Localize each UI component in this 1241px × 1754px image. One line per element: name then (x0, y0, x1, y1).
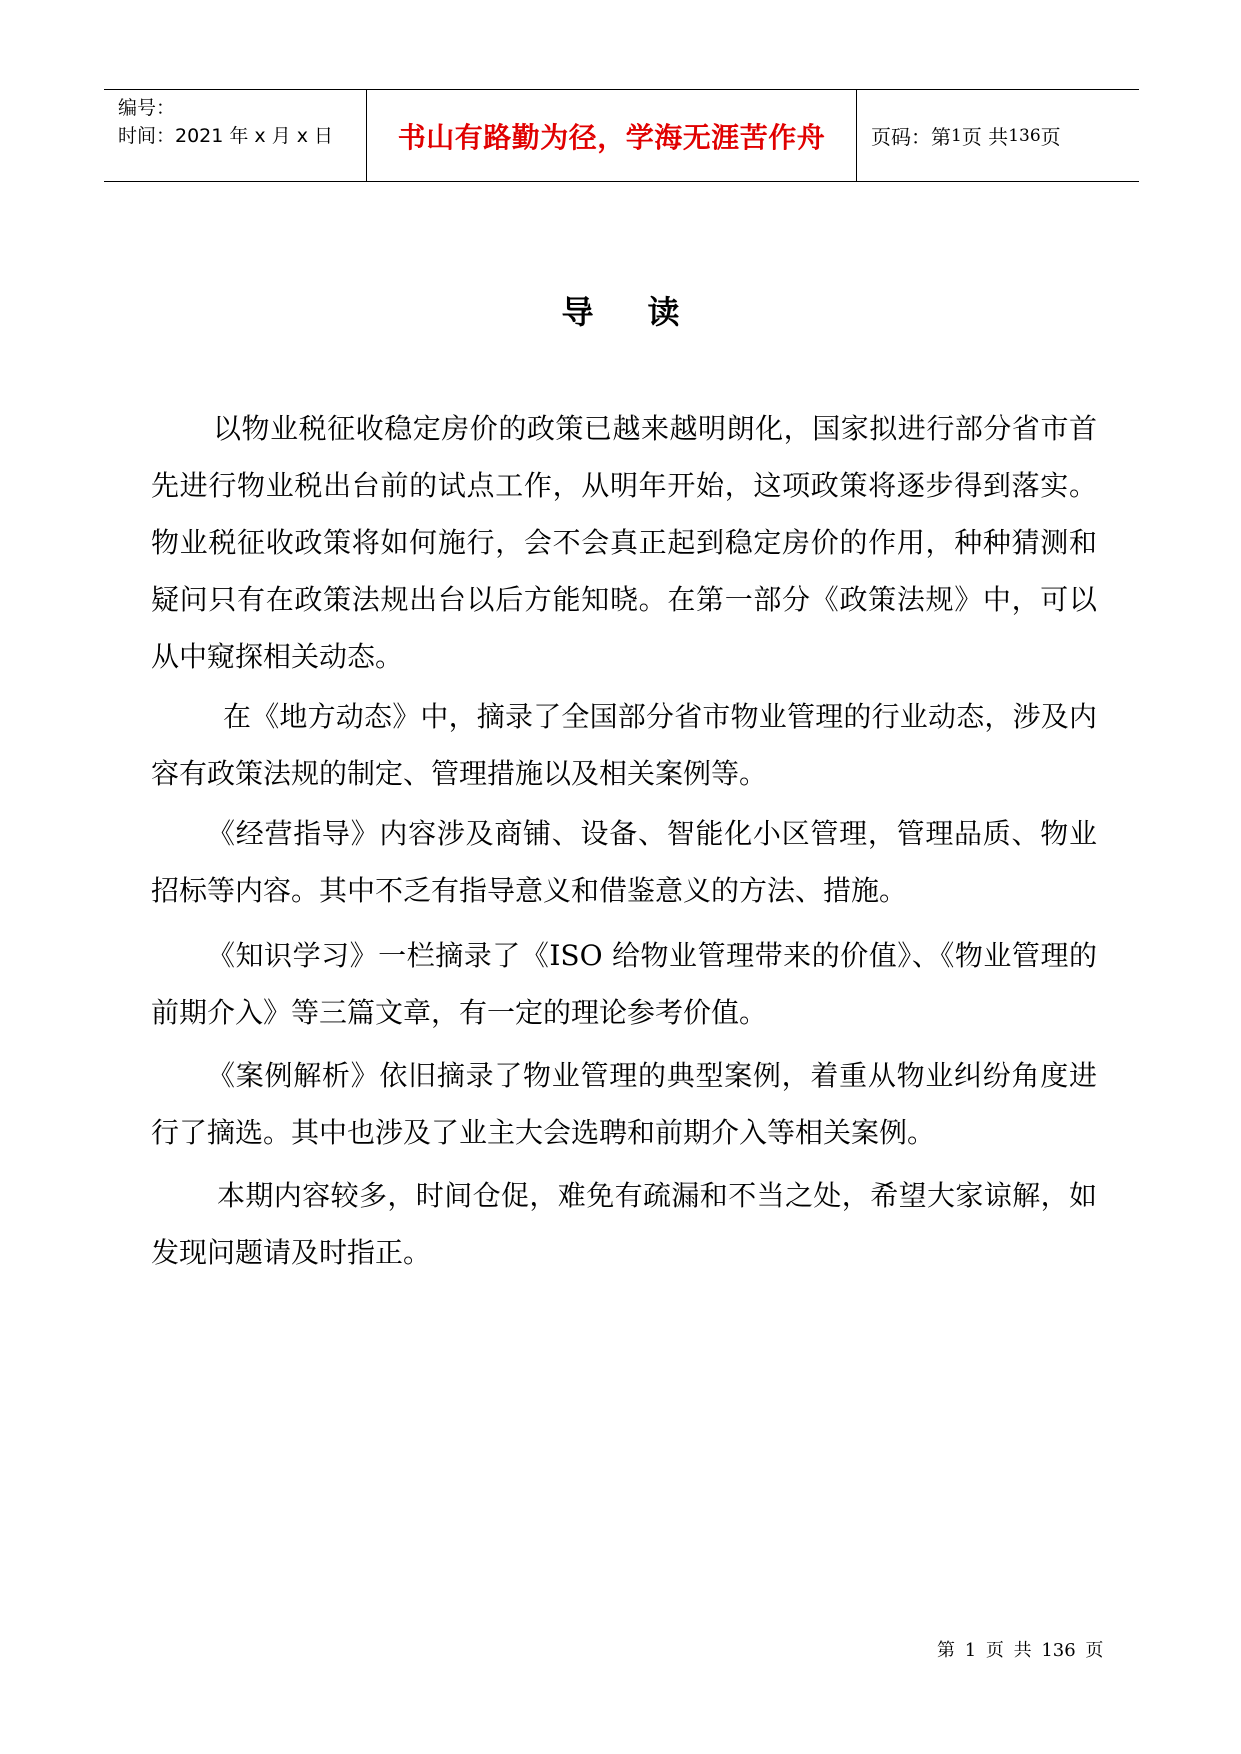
page-title: 导读 (561, 293, 734, 331)
paragraph-case-study: 《案例解析》依旧摘录了物业管理的典型案例，着重从物业纠纷角度进行了摘选。其中也涉及了业主大会选聘和前期介入等相关案例。 (151, 1059, 1097, 1149)
page-mid: 页 共 (961, 125, 1009, 149)
document-number-label: 编号： (118, 97, 176, 119)
page-suffix: 页 (1040, 125, 1061, 149)
page-header (104, 89, 1139, 182)
page-current: 1 (951, 125, 962, 146)
page-footer: 第 1 页 共 136 页 (937, 1640, 1104, 1661)
paragraph-knowledge: 《知识学习》一栏摘录了《ISO 给物业管理带来的价值》、《物业管理的前期介入》等三篇文章，有一定的理论参考价值。 (151, 939, 1097, 1029)
header-motto: 书山有路勤为径，学海无涯苦作舟 (397, 120, 826, 154)
header-page-number (857, 90, 1139, 181)
paragraph-business-guide: 《经营指导》内容涉及商铺、设备、智能化小区管理，管理品质、物业招标等内容。其中不乏有指导意义和借鉴意义的方法、措施。 (151, 817, 1097, 907)
body-text (151, 400, 1097, 1284)
header-meta (104, 90, 367, 181)
paragraph-policy: 以物业税征收稳定房价的政策已越来越明朗化，国家拟进行部分省市首先进行物业税出台前的试点工作，从明年开始，这项政策将逐步得到落实。物业税征收政策将如何施行，会不会真正起到稳定房价的作用，种种猜测和疑问只有在政策法规出台以后方能知晓。在第一部分《政策法规》中，可以从中窥探相关动态。 (151, 412, 1097, 673)
header-motto-cell (367, 90, 857, 181)
page-total: 136 (1008, 125, 1041, 146)
page-prefix: 页码：第 (871, 125, 951, 149)
paragraph-local-news: 在《地方动态》中，摘录了全国部分省市物业管理的行业动态，涉及内容有政策法规的制定、管理措施以及相关案例等。 (151, 700, 1097, 790)
document-time-label: 时间：2021 年 x 月 x 日 (118, 125, 334, 147)
paragraph-closing: 本期内容较多，时间仓促，难免有疏漏和不当之处，希望大家谅解，如发现问题请及时指正。 (151, 1179, 1097, 1269)
